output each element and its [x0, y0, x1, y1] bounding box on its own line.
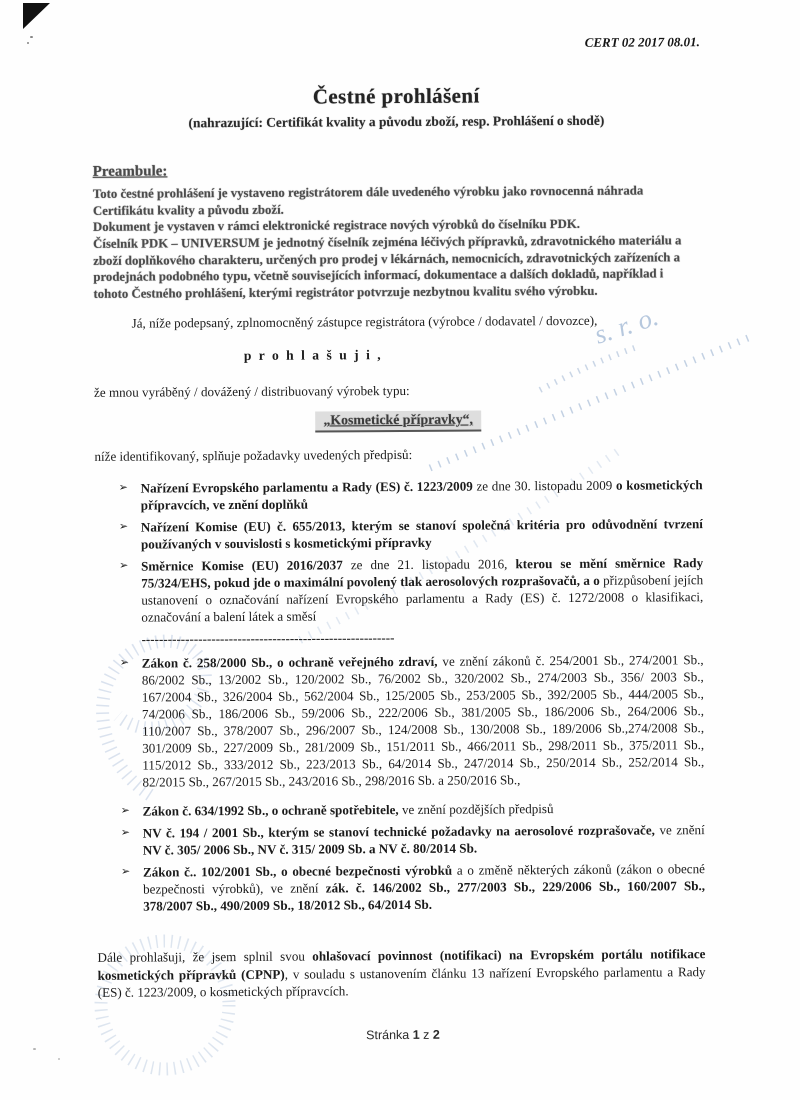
regulation-item — [95, 476, 703, 514]
regulation-text: Zákon č. 634/1992 Sb., o ochraně spotřebitele, ve znění pozdějších předpisů — [142, 801, 554, 819]
preamble-heading: Preambule: — [92, 163, 168, 180]
regulation-text: Nařízení Komise (EU) č. 655/2013, kterým se stanoví společná kritéria pro odůvodnění tvrzení používaných v souvislosti s kosmetickými přípravky — [140, 516, 703, 552]
list-arrow-icon: ➢ — [120, 804, 130, 818]
list-arrow-icon: ➢ — [118, 480, 128, 494]
declaration-intro: Já, níže podepsaný, zplnomocněný zástupce registrátora (výrobce / dodavatel / dovozce), — [131, 313, 598, 332]
declaration-verb: p r o h l a š u j i , — [243, 346, 383, 363]
regulation-item — [95, 515, 703, 553]
preamble-section — [93, 159, 702, 303]
preamble-paragraph: Číselník PDK – UNIVERSUM je jednotný číselník zejména léčivých přípravků, zdravotnického materiálu a zboží doplňkového charakteru, určených pro prodej v lékárnách, nemocnicích, zdravotnických zařízeních a prodejnách podobného typu, včetně souvisejících informací, dokumentace a dalších dokladů, například i tohoto Čestného prohlášení, kterými registrátor potvrzuje nezbytnou kvalitu svého výrobku. — [93, 233, 682, 301]
regulation-item — [97, 800, 705, 821]
regulation-text: Zákon č.. 102/2001 Sb., o obecné bezpečnosti výrobků a o změně některých zákonů (zákon o obecné bezpečnosti výrobků), ve znění zák. č. 146/2002 Sb., 277/2003 Sb., 229/2006 Sb., 160/2007 Sb., 378/2007 Sb., 490/2009 Sb., 18/2012 Sb., 64/2014 Sb. — [142, 861, 706, 915]
scan-corner-artifact — [23, 3, 50, 29]
preamble-paragraph: Toto čestné prohlášení je vystaveno registrátorem dále uvedeného výrobku jako rovnocenná náhrada Certifikátu kvality a původu zboží. — [92, 183, 644, 218]
regulation-item — [96, 651, 705, 791]
scan-speckle — [58, 1058, 60, 1060]
scan-speckle — [30, 36, 33, 38]
watermark-text: s. r. o. — [590, 301, 662, 350]
regulation-item — [97, 822, 705, 860]
list-separator: ---------------------------------------------------------- — [141, 630, 395, 647]
list-arrow-icon: ➢ — [119, 655, 129, 669]
product-intro: že mnou vyráběný / dovážený / distribuovaný výrobek typu: — [93, 383, 410, 401]
list-arrow-icon: ➢ — [118, 519, 129, 533]
regulation-text: NV č. 194 / 2001 Sb., kterým se stanoví technické požadavky na aerosolové rozprašovače, ve znění NV č. 305/ 2006 Sb., NV č. 315/ 2009 Sb. a NV č. 80/2014 Sb. — [142, 822, 705, 858]
list-arrow-icon: ➢ — [120, 865, 131, 879]
regulation-text: Zákon č. 258/2000 Sb., o ochraně veřejného zdraví, ve znění zákonů č. 254/2001 Sb., 274/2001 Sb., 86/2002 Sb., 13/2002 Sb., 120/2002 Sb., 76/2002 Sb., 320/2002 Sb., 274/2003 Sb., 356/ 2003 Sb., 167/2004 Sb., 326/2004 Sb., 562/2004 Sb., 125/2005 Sb., 253/2005 Sb., 392/2005 Sb., 444/2005 Sb., 74/2006 Sb., 186/2006 Sb., 59/2006 Sb., 222/2006 Sb., 381/2005 Sb., 186/2006 Sb., 264/2006 Sb., 110/2007 Sb., 378/2007 Sb., 296/2007 Sb., 124/2008 Sb., 130/2008 Sb., 189/2006 Sb.,274/2008 Sb., 301/2009 Sb., 227/2009 Sb., 281/2009 Sb., 151/2011 Sb., 466/2011 Sb., 298/2011 Sb., 375/2011 Sb., 115/2012 Sb., 333/2012 Sb., 223/2013 Sb., 64/2014 Sb., 247/2014 Sb., 250/2014 Sb., 252/2014 Sb., 82/2015 Sb., 267/2015 Sb., 243/2016 Sb., 298/2016 Sb. a 250/2016 Sb., — [141, 652, 705, 790]
scan-speckle — [27, 42, 29, 44]
scan-speckle — [33, 1048, 36, 1050]
regulation-text: Nařízení Evropského parlamentu a Rady (ES) č. 1223/2009 ze dne 30. listopadu 2009 o kosmetických přípravcích, ve znění doplňků — [140, 477, 703, 513]
product-type: „Kosmetické přípravky“, — [315, 411, 481, 433]
list-arrow-icon: ➢ — [119, 558, 129, 572]
preamble-paragraph: Dokument je vystaven v rámci elektronické registrace nových výrobků do číselníku PDK. — [92, 217, 581, 235]
compliance-intro: níže identifikovaný, splňuje požadavky uvedených předpisů: — [94, 447, 413, 464]
closing-declaration: Dále prohlašuji, že jsem splnil svou ohlašovací povinnost (notifikaci) na Evropském portálu notifikace kosmetických přípravků (CPNP), v souladu s ustanovením článku 13 nařízení Evropského parlamentu a Rady (ES) č. 1223/2009, o kosmetických přípravcích. — [97, 946, 706, 1000]
list-arrow-icon: ➢ — [120, 826, 130, 840]
doc-title: Čestné prohlášení — [312, 83, 480, 109]
product-type-line — [94, 409, 702, 434]
regulations-list — [95, 476, 706, 915]
page-number-footer: Stránka 1 z 2 — [366, 1027, 440, 1043]
regulation-text: Směrnice Komise (EU) 2016/2037 ze dne 21. listopadu 2016, kterou se mění směrnice Rady 75/324/EHS, pokud jde o maximální povolený tlak aerosolových rozprašovačů, a o přizpůsobení jejích ustanovení o označování nařízení Evropského parlamentu a Rady (ES) č. 1272/2008 o klasifikaci, označování a balení látek a směsí — [141, 555, 704, 625]
regulation-item — [97, 861, 705, 916]
doc-ref: CERT 02 2017 08.01. — [584, 34, 700, 50]
regulation-item — [95, 554, 703, 626]
doc-subtitle: (nahrazující: Certifikát kvality a původu zboží, resp. Prohlášení o shodě) — [188, 112, 605, 131]
